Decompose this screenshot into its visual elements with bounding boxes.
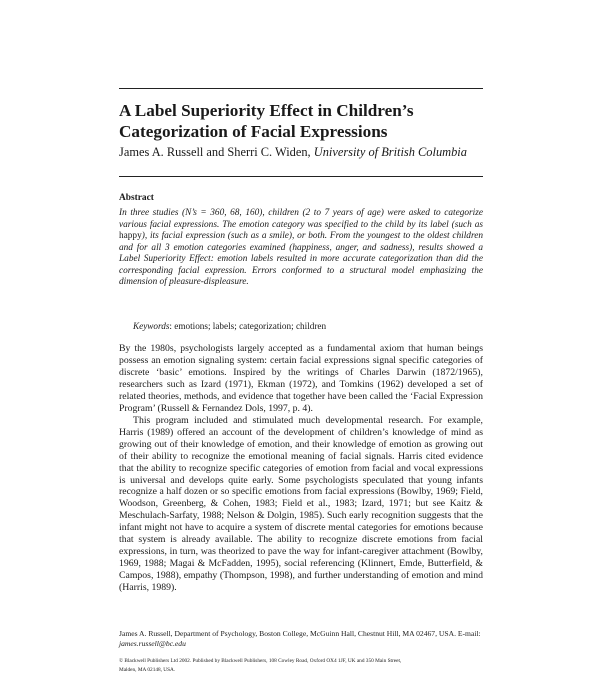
body-paragraph-1: By the 1980s, psychologists largely accepted as a fundamental axiom that human beings possess an emotion signaling system: certain facial expressions signal specific categories of discrete ‘basic’ emotions. Inspired by the writings of Charles Darwin (1872/1965), researchers such as Izard (1971), Ekman (1972), and Tomkins (1962) developed a set of related theories, methods, and evidence that together have been called the ‘Facial Expression Program’ (Russell & Fernandez Dols, 1997, p. 4). (119, 343, 483, 414)
abstract-text: In three studies (N’s = 360, 68, 160), children (2 to 7 years of age) were asked to categorize various facial expressions. The emotion category was specified to the child by its label (such as happy), its facial expression (such as a smile), or both. From the youngest to the oldest children and for all 3 emotion categories examined (happiness, anger, and sadness), results showed a Label Superiority Effect: emotion labels resulted in more accurate categorization than did the corresponding facial expression. Errors conformed to a structural model emphasizing the dimension of pleasure-displeasure. (119, 208, 483, 288)
author-line (119, 145, 489, 160)
author-names: James A. Russell and Sherri C. Widen, (119, 145, 314, 159)
keywords-label: Keywords (133, 321, 170, 331)
author-footnote: James A. Russell, Department of Psychology, Boston College, McGuinn Hall, Chestnut Hill, MA 02467, USA. E-mail: james.russell@bc.edu (119, 629, 481, 648)
copyright-notice: © Blackwell Publishers Ltd 2002. Published by Blackwell Publishers, 108 Cowley Road, Oxford OX4 1JF, UK and 350 Main Street, Malden, MA 02148, USA. (119, 658, 402, 673)
header-divider (119, 176, 483, 177)
keywords-line (133, 320, 483, 332)
keywords-text: : emotions; labels; categorization; children (169, 321, 327, 331)
abstract-heading: Abstract (119, 193, 154, 203)
title-line-2: Categorization of Facial Expressions (119, 122, 388, 141)
abstract-upright-word: happy (119, 231, 142, 242)
title-line-1: A Label Superiority Effect in Children’s (119, 101, 414, 120)
article-title (119, 100, 489, 142)
body-paragraph-2: This program included and stimulated much developmental research. For example, Harris (1989) offered an account of the development of children’s knowledge of mind as growing out of their knowledge of emotion, and their knowledge of emotion as growing out of their ability to recognize the emotional meaning of facial signals. Harris cited evidence that the ability to recognize specific categories of emotion from facial and vocal expressions is universal and develops quite early. Some psychologists speculated that young infants recognize a half dozen or so specific emotions from facial expressions (Bowlby, 1969; Field, Woodson, Greenberg, & Cohen, 1983; Field et al., 1983; Izard, 1971; but see Kaitz & Meschulach-Sarfaty, 1988; Nelson & Dolgin, 1985). Such early recognition suggests that the infant might not have to acquire a system of discrete mental categories for emotions because that system is already available. The ability to recognize discrete emotions from facial expressions, in turn, was theorized to pave the way for infant-caregiver attachment (Bowlby, 1969, 1988; Magai & McFadden, 1995), social referencing (Klinnert, Emde, Butterfield, & Campos, 1988), empathy (Thompson, 1998), and further understanding of emotion and mind (Harris, 1989). (119, 415, 483, 593)
author-email[interactable]: james.russell@bc.edu (119, 639, 186, 648)
author-affiliation: University of British Columbia (313, 145, 467, 159)
top-rule (119, 88, 483, 89)
